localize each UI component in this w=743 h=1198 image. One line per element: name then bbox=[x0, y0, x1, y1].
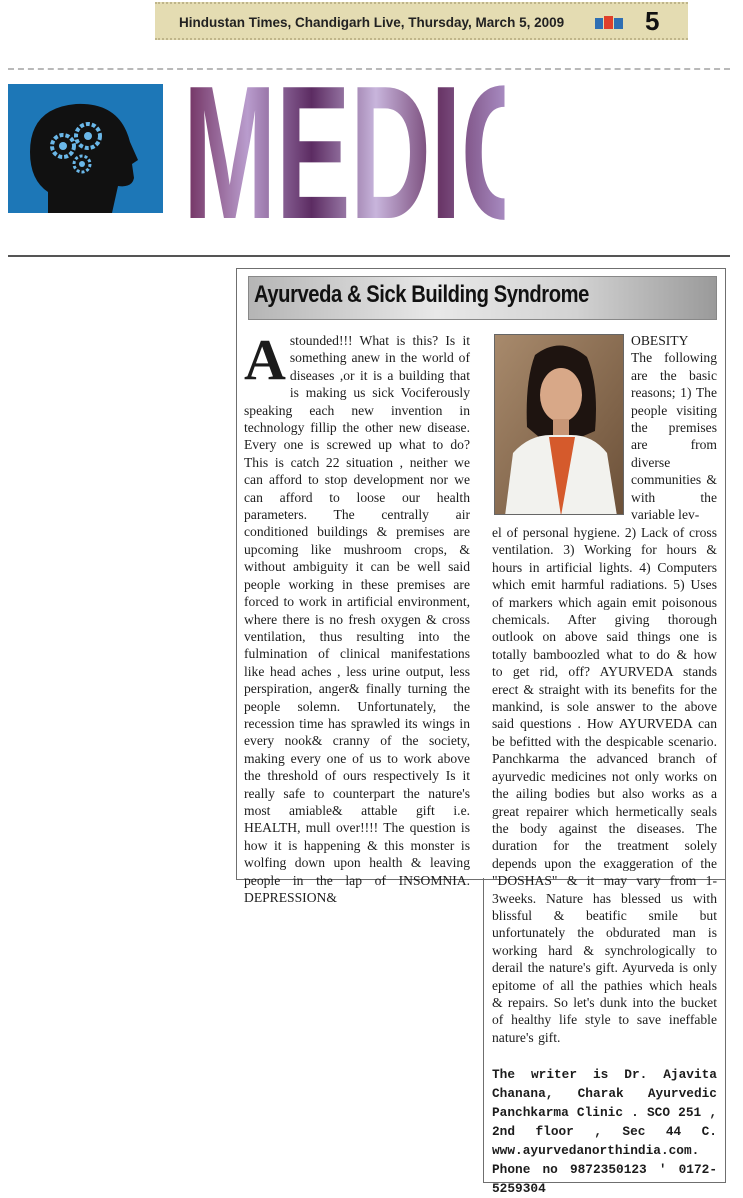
banner-divider bbox=[8, 255, 730, 257]
author-photo bbox=[494, 334, 624, 515]
article-right-wide-column: el of personal hygiene. 2) Lack of cross ventilation. 3) Working for hours & hours in artificial lights. 4) Computers which emit harmful radiations. 5) Uses of markers which again emit poisonous chemicals. After giving thorough outlook on above said things one is totally bamboozled what to do & how to get rid, off? AYURVEDA stands erect & straight with its benefits for the mankind, is sole answer to the above said questions . How AYURVEDA can be befitted with the despicable scenario. Panchkarma the advanced branch of ayurvedic medicines not only works on the ailing bodies but also works as a great repairer which hermetically seals the body against the diseases. The duration for the treatment solely depends upon the exaggeration of the "DOSHAS" & it may vary from 1-3weeks. Nature has blessed us with blissful & beatific smile but unfortunately the obdurated man is working hard & synchrologically to derail the nature's gift. Ayurveda is only epitome of all the pathies which heals & repairs. So let's dunk into the bucket of healthy life style to save ineffable nature's gift. bbox=[492, 525, 717, 1045]
left-column-text: stounded!!! What is this? Is it something anew in the world of diseases ,or it is a building that is making us sick Vociferously speaking each new invention in technology fillip the other new disease. Every one is screwed up what to do? This is catch 22 situation , neither we can afford to stop development nor we can afford to loose our health parameters. The centrally air conditioned buildings & premises are upcoming like mushroom crops, & without ambiguity it can be well said people working in these premises are forced to work in artificial environment, where there is no fresh oxygen & cross ventilation, thus resulting into the fulmination of clinical manifestations like head aches , less urine output, less perspiration, anger& finally turning the people solemn. Unfortunately, the recession time has sprawled its wings in every nook& cranny of the society, making every one of us to work above the threshold of ours respectively Is it really safe to counterpart the nature's most amiable& attable gift i.e. HEALTH, mull over!!!! The question is how it is happening & this monster is wolfing down upon health & leaving people in the lap of INSOMNIA. DEPRESSION& bbox=[244, 333, 470, 905]
drop-cap: A bbox=[244, 327, 286, 392]
head-gears-icon bbox=[8, 84, 163, 213]
header-dateline: Hindustan Times, Chandigarh Live, Thursday, March 5, 2009 bbox=[179, 15, 565, 30]
right-narrow-text: The following are the basic reasons; 1) The people visiting the premises are from diverse communities & with the variable lev- bbox=[631, 350, 717, 523]
page-number: 5 bbox=[645, 6, 660, 36]
article-title: Ayurveda & Sick Building Syndrome bbox=[254, 281, 589, 308]
obesity-heading: OBESITY bbox=[631, 333, 689, 348]
article-right-narrow-column bbox=[631, 332, 717, 523]
page-header bbox=[155, 2, 688, 40]
ht-logo-icon bbox=[595, 15, 625, 31]
article-left-column bbox=[244, 327, 470, 906]
article-title-bar bbox=[248, 276, 717, 320]
section-title: MEDICAL bbox=[183, 47, 690, 259]
writer-credit: The writer is Dr. Ajavita Chanana, Charak Ayurvedic Panchkarma Clinic . SCO 251 , 2nd floor , Sec 44 C. www.ayurvedanorthindia.com. Phone no 9872350123 ' 0172-5259304 bbox=[492, 1067, 717, 1196]
